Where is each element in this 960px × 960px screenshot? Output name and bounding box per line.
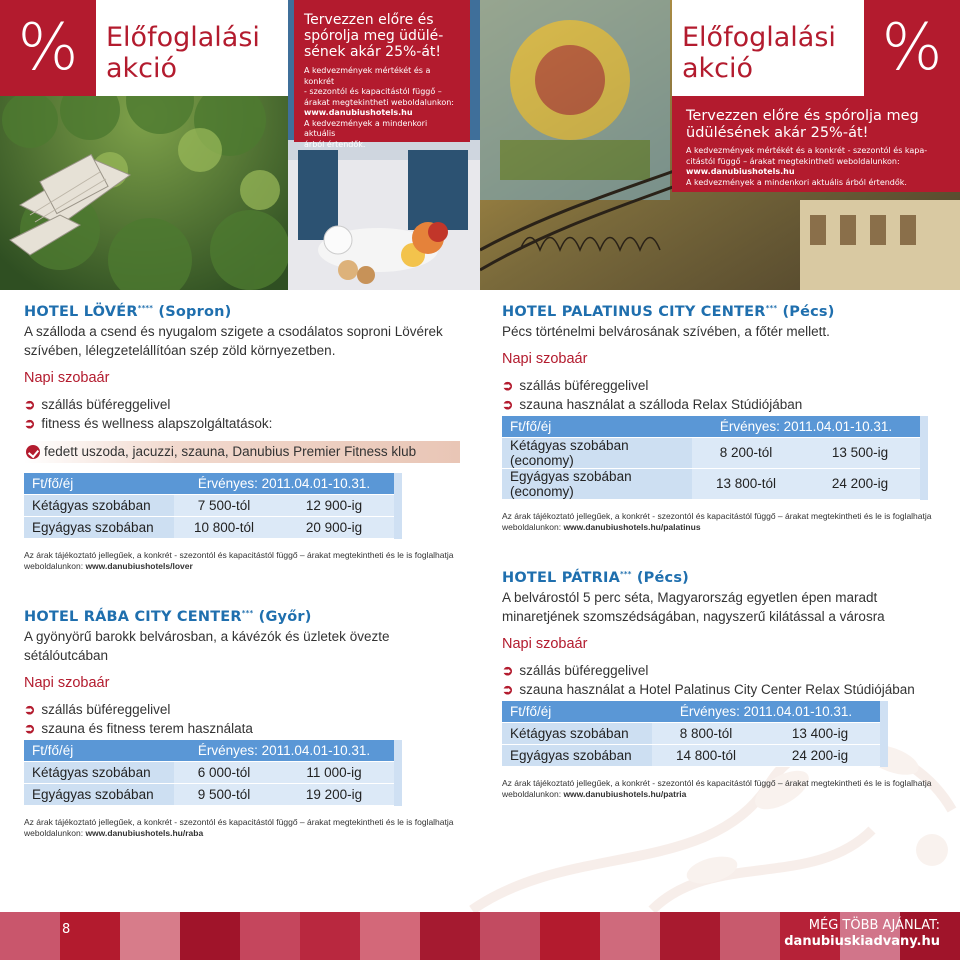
footer-tile: [180, 912, 240, 960]
list-item: ➲ szauna és fitness terem használata: [24, 720, 253, 736]
footer-tile: [240, 912, 300, 960]
photo-band: [0, 0, 960, 290]
price-note: Az árak tájékoztató jellegűek, a konkrét - szezontól és kapacitástól függő – árakat megtekintheti és le is foglalhatja weboldalunkon: www.danubiushotels.hu/raba: [24, 816, 454, 839]
price-note: Az árak tájékoztató jellegűek, a konkrét - szezontól és kapacitástól függő – árakat megtekintheti és le is foglalhatja weboldalunkon: www.danubiushotels/lover: [24, 549, 454, 572]
hotel-description: A belvárostól 5 perc séta, Magyarország egyetlen épen maradt minaretjének szomszédságában, nagyszerű kilátással a városra: [502, 589, 885, 624]
right-column: [502, 298, 938, 827]
hotel-title: HOTEL LÖVÉR**** (Sopron): [24, 303, 232, 320]
list-item: ➲ szállás büféreggelivel: [24, 396, 171, 412]
table-row: Egyágyas szobában 10 800-tól 20 900-ig: [24, 517, 394, 539]
list-item: ➲ fitness és wellness alapszolgáltatások:: [24, 415, 273, 431]
price-note: Az árak tájékoztató jellegűek, a konkrét - szezontól és kapacitástól függő – árakat megtekintheti és le is foglalhatja weboldalunkon: www.danubiushotels.hu/palatinus: [502, 510, 932, 533]
arrow-icon: ➲: [24, 396, 36, 412]
hotel-description: A gyönyörű barokk belvárosban, a kávézók és üzletek övezte sétálóutcában: [24, 628, 390, 663]
list-item: ➲ szállás büféreggelivel: [502, 377, 649, 393]
more-offers-link[interactable]: danubiuskiadvany.hu: [784, 934, 940, 949]
arrow-icon: ➲: [502, 681, 514, 697]
footer-tile: [480, 912, 540, 960]
table-header: Ft/fő/éj Érvényes: 2011.04.01-10.31.: [502, 701, 880, 723]
table-header: Ft/fő/éj Érvényes: 2011.04.01-10.31.: [24, 740, 394, 762]
room-price-heading: Napi szobaár: [502, 635, 588, 652]
price-table: [502, 701, 888, 767]
offer-website[interactable]: www.danubiushotels.hu: [304, 108, 413, 117]
table-row: Egyágyas szobában (economy) 13 800-tól 24 200-ig: [502, 469, 920, 500]
table-header: Ft/fő/éj Érvényes: 2011.04.01-10.31.: [24, 473, 394, 495]
footer-tile: [420, 912, 480, 960]
table-row: Kétágyas szobában (economy) 8 200-tól 13 500-ig: [502, 438, 920, 469]
list-item: ➲ szállás büféreggelivel: [24, 701, 171, 717]
table-row: Kétágyas szobában 7 500-tól 12 900-ig: [24, 495, 394, 517]
price-table: [24, 740, 402, 806]
check-icon: [26, 445, 40, 459]
footer-tile: [360, 912, 420, 960]
footer-tile: [0, 912, 60, 960]
arrow-icon: ➲: [24, 415, 36, 431]
hotel-title: HOTEL RÁBA CITY CENTER*** (Győr): [24, 608, 312, 625]
percent-badge-right: %: [864, 0, 960, 96]
footer-tile: [600, 912, 660, 960]
list-item: ➲ szauna használat a szálloda Relax Stúdiójában: [502, 396, 803, 412]
price-table: [24, 473, 402, 539]
footer-tile: [300, 912, 360, 960]
table-header: Ft/fő/éj Érvényes: 2011.04.01-10.31.: [502, 416, 920, 438]
table-row: Egyágyas szobában 9 500-tól 19 200-ig: [24, 784, 394, 806]
hotel-link[interactable]: www.danubiushotels.hu/patria: [563, 789, 687, 800]
offer-box-middle: Tervezzen előre és spórolja meg üdülé- sének akár 25%-át! A kedvezmények mértékét és a konkrét - szezontól és kapacitástól függő – árakat megtekintheti weboldalunkon: www.danubiushotels.hu A kedvezmények a mindenkori aktuális árból értendők.: [294, 0, 470, 142]
arrow-icon: ➲: [502, 377, 514, 393]
arrow-icon: ➲: [502, 662, 514, 678]
hotel-link[interactable]: www.danubiushotels.hu/raba: [85, 828, 204, 839]
hotel-title: HOTEL PÁTRIA*** (Pécs): [502, 569, 690, 586]
arrow-icon: ➲: [24, 720, 36, 736]
footer-tile: [660, 912, 720, 960]
page-number: 8: [62, 922, 71, 937]
hotel-title: HOTEL PALATINUS CITY CENTER*** (Pécs): [502, 303, 835, 320]
promo-title-left: Előfoglalási akció: [96, 0, 288, 96]
hotel-link[interactable]: www.danubiushotels/lover: [85, 561, 193, 572]
footer-tile: [720, 912, 780, 960]
room-price-heading: Napi szobaár: [502, 350, 588, 367]
table-row: Kétágyas szobában 8 800-tól 13 400-ig: [502, 723, 880, 745]
hotel-link[interactable]: www.danubiushotels.hu/palatinus: [563, 522, 701, 533]
left-column: [24, 298, 460, 866]
arrow-icon: ➲: [502, 396, 514, 412]
price-note: Az árak tájékoztató jellegűek, a konkrét - szezontól és kapacitástól függő – árakat megtekintheti és le is foglalhatja weboldalunkon: www.danubiushotels.hu/patria: [502, 777, 932, 800]
promo-title-right: Előfoglalási akció: [672, 0, 864, 96]
offer-box-right: Tervezzen előre és spórolja meg üdülésének akár 25%-át! A kedvezmények mértékét és a konkrét - szezontól és kapa- citástól függő – árakat megtekintheti weboldalunkon: www.danubiushotels.hu A kedvezmények a mindenkori aktuális árból értendők.: [672, 96, 960, 192]
hotel-patria: [502, 564, 938, 801]
list-item: ➲ szauna használat a Hotel Palatinus City Center Relax Stúdiójában: [502, 681, 915, 697]
wellness-features: fedett uszoda, jacuzzi, szauna, Danubius Premier Fitness klub: [24, 441, 460, 463]
hotel-lover: [24, 298, 460, 573]
percent-badge-left: %: [0, 0, 96, 96]
footer-tile: [540, 912, 600, 960]
hotel-description: A szálloda a csend és nyugalom szigete a csodálatos soproni Lövérek szívében, lélegzetelállítóan szép zöld környezetben.: [24, 323, 443, 358]
list-item: ➲ szállás büféreggelivel: [502, 662, 649, 678]
table-row: Kétágyas szobában 6 000-tól 11 000-ig: [24, 762, 394, 784]
hotel-description: Pécs történelmi belvárosának szívében, a főtér mellett.: [502, 323, 830, 339]
table-row: Egyágyas szobában 14 800-tól 24 200-ig: [502, 745, 880, 767]
arrow-icon: ➲: [24, 701, 36, 717]
more-offers[interactable]: MÉG TÖBB AJÁNLAT: danubiuskiadvany.hu: [784, 918, 940, 949]
room-price-heading: Napi szobaár: [24, 369, 110, 386]
footer-tile: [120, 912, 180, 960]
hotel-palatinus: [502, 298, 938, 534]
offer-website[interactable]: www.danubiushotels.hu: [686, 167, 795, 176]
hotel-raba: [24, 603, 460, 840]
room-price-heading: Napi szobaár: [24, 674, 110, 691]
price-table: [502, 416, 928, 500]
